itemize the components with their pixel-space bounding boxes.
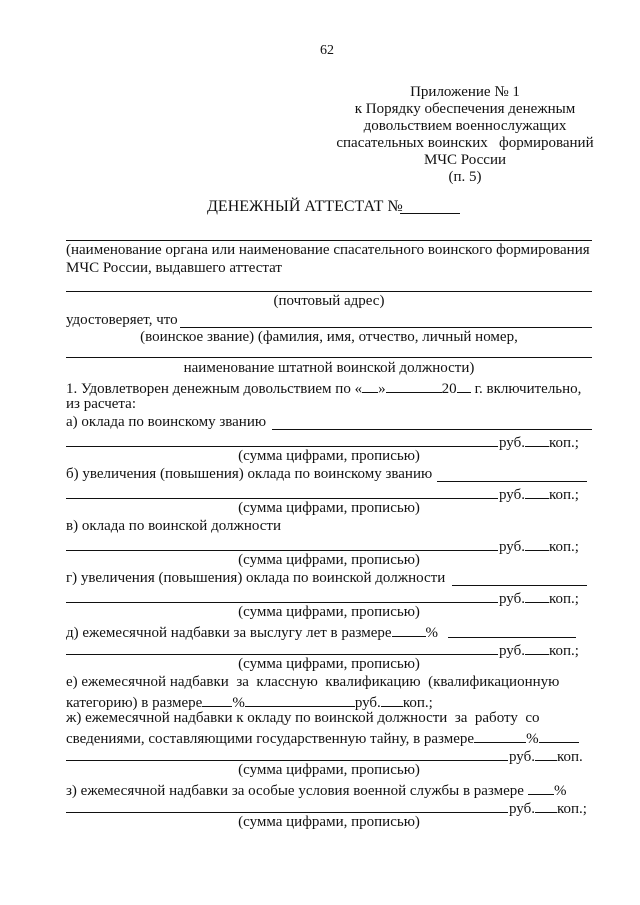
- item-d-label: д) ежемесячной надбавки за выслугу лет в размере: [66, 625, 392, 641]
- item-g-field[interactable]: [452, 585, 587, 586]
- serviceman-line[interactable]: [180, 327, 592, 328]
- appendix-line-6: (п. 5): [448, 169, 482, 185]
- item-b-field[interactable]: [437, 481, 587, 482]
- item1-text-a: 1. Удовлетворен денежным довольствием по «: [66, 381, 363, 397]
- item-a-field[interactable]: [272, 429, 592, 430]
- postal-address-caption: (почтовый адрес): [273, 293, 385, 309]
- item-d-field[interactable]: [448, 637, 576, 638]
- item-v-sum-caption: (сумма цифрами, прописью): [238, 552, 420, 568]
- document-title: ДЕНЕЖНЫЙ АТТЕСТАТ №: [207, 198, 403, 215]
- item-d-sum-caption: (сумма цифрами, прописью): [238, 656, 420, 672]
- item-v-rub: руб. коп.;: [499, 536, 579, 556]
- item-e-line-1: е) ежемесячной надбавки за классную квалификацию (квалификационную: [66, 674, 560, 690]
- org-name-line[interactable]: [66, 240, 592, 241]
- rank-caption: (воинское звание) (фамилия, имя, отчество, личный номер,: [140, 329, 518, 345]
- item-e-sum-field[interactable]: [245, 692, 355, 707]
- item-b-rub: руб. коп.;: [499, 484, 579, 504]
- item-b-sum-caption: (сумма цифрами, прописью): [238, 500, 420, 516]
- page-number: 62: [320, 43, 334, 58]
- appendix-line-3: довольствием военнослужащих: [363, 118, 567, 134]
- position-caption: наименование штатной воинской должности): [183, 360, 475, 376]
- item-e-rub-field[interactable]: [381, 692, 403, 707]
- item-zh-line-2: сведениями, составляющими государственную тайну, в размере %: [66, 728, 579, 748]
- appendix-line-4: спасательных воинских формирований: [336, 135, 594, 151]
- item-a-rub-field[interactable]: [525, 432, 549, 447]
- item-zh-sum-line[interactable]: [66, 760, 508, 761]
- appendix-line-2: к Порядку обеспечения денежным: [354, 101, 576, 117]
- org-caption-line-1: (наименование органа или наименование спасательного воинского формирования: [66, 242, 590, 258]
- item-v-sum-line[interactable]: [66, 550, 498, 551]
- item-g-rub: руб. коп.;: [499, 588, 579, 608]
- item1-month-field[interactable]: [386, 378, 442, 393]
- item-d-percent-field[interactable]: [392, 622, 426, 637]
- item-z-rub: руб. коп.;: [509, 798, 587, 818]
- item-z-label: з) ежемесячной надбавки за особые условия военной службы в размере: [66, 783, 524, 799]
- item-d-rub: руб. коп.;: [499, 640, 579, 660]
- item-zh-rub: руб. коп.: [509, 746, 583, 766]
- item-g-rub-field[interactable]: [525, 588, 549, 603]
- attestat-number-field[interactable]: [400, 213, 460, 214]
- item-d-sum-line[interactable]: [66, 654, 498, 655]
- item1-text-d: г. включительно,: [474, 381, 582, 397]
- from-calc-label: из расчета:: [66, 396, 136, 412]
- item-g-sum-line[interactable]: [66, 602, 498, 603]
- item-g-label: г) увеличения (повышения) оклада по воинской должности: [66, 570, 446, 586]
- appendix-line-1: Приложение № 1: [410, 84, 520, 100]
- item-a-sum-line[interactable]: [66, 446, 498, 447]
- item-e-percent-field[interactable]: [202, 692, 232, 707]
- item-b-rub-field[interactable]: [525, 484, 549, 499]
- item-b-label: б) увеличения (повышения) оклада по воинскому званию: [66, 466, 433, 482]
- item-z-percent-field[interactable]: [528, 780, 554, 795]
- item-a-label: а) оклада по воинскому званию: [66, 414, 267, 430]
- item-a-sum-caption: (сумма цифрами, прописью): [238, 448, 420, 464]
- item-a-rub: руб. коп.;: [499, 432, 579, 452]
- org-caption-line-2: МЧС России, выдавшего аттестат: [66, 260, 282, 276]
- certifies-label: удостоверяет, что: [66, 312, 178, 328]
- position-line[interactable]: [66, 357, 592, 358]
- item-zh-line-1: ж) ежемесячной надбавки к окладу по воинской должности за работу со: [66, 710, 540, 726]
- item-g-sum-caption: (сумма цифрами, прописью): [238, 604, 420, 620]
- item1-text-b: »: [378, 381, 386, 397]
- item-z-rub-field[interactable]: [535, 798, 557, 813]
- item-zh-rub-field[interactable]: [535, 746, 557, 761]
- item-v-label: в) оклада по воинской должности: [66, 518, 281, 534]
- item1-year-prefix: 20: [441, 381, 457, 397]
- item-zh-extra-field[interactable]: [539, 728, 579, 743]
- item-d-line: д) ежемесячной надбавки за выслугу лет в размере %: [66, 622, 438, 642]
- appendix-line-5: МЧС России: [423, 152, 507, 168]
- item-zh-sum-caption: (сумма цифрами, прописью): [238, 762, 420, 778]
- item-d-rub-field[interactable]: [525, 640, 549, 655]
- item-z-line: з) ежемесячной надбавки за особые условия военной службы в размере %: [66, 780, 566, 800]
- item-z-sum-line[interactable]: [66, 812, 508, 813]
- item1-year-field[interactable]: [457, 378, 471, 393]
- item-b-sum-line[interactable]: [66, 498, 498, 499]
- item-e-line-2: категорию) в размере % руб. коп.;: [66, 692, 433, 712]
- item1-day-field[interactable]: [362, 378, 378, 393]
- item-z-sum-caption: (сумма цифрами, прописью): [238, 814, 420, 830]
- postal-address-line[interactable]: [66, 291, 592, 292]
- item-zh-percent-field[interactable]: [474, 728, 526, 743]
- item1-line: [66, 378, 581, 398]
- item-v-rub-field[interactable]: [525, 536, 549, 551]
